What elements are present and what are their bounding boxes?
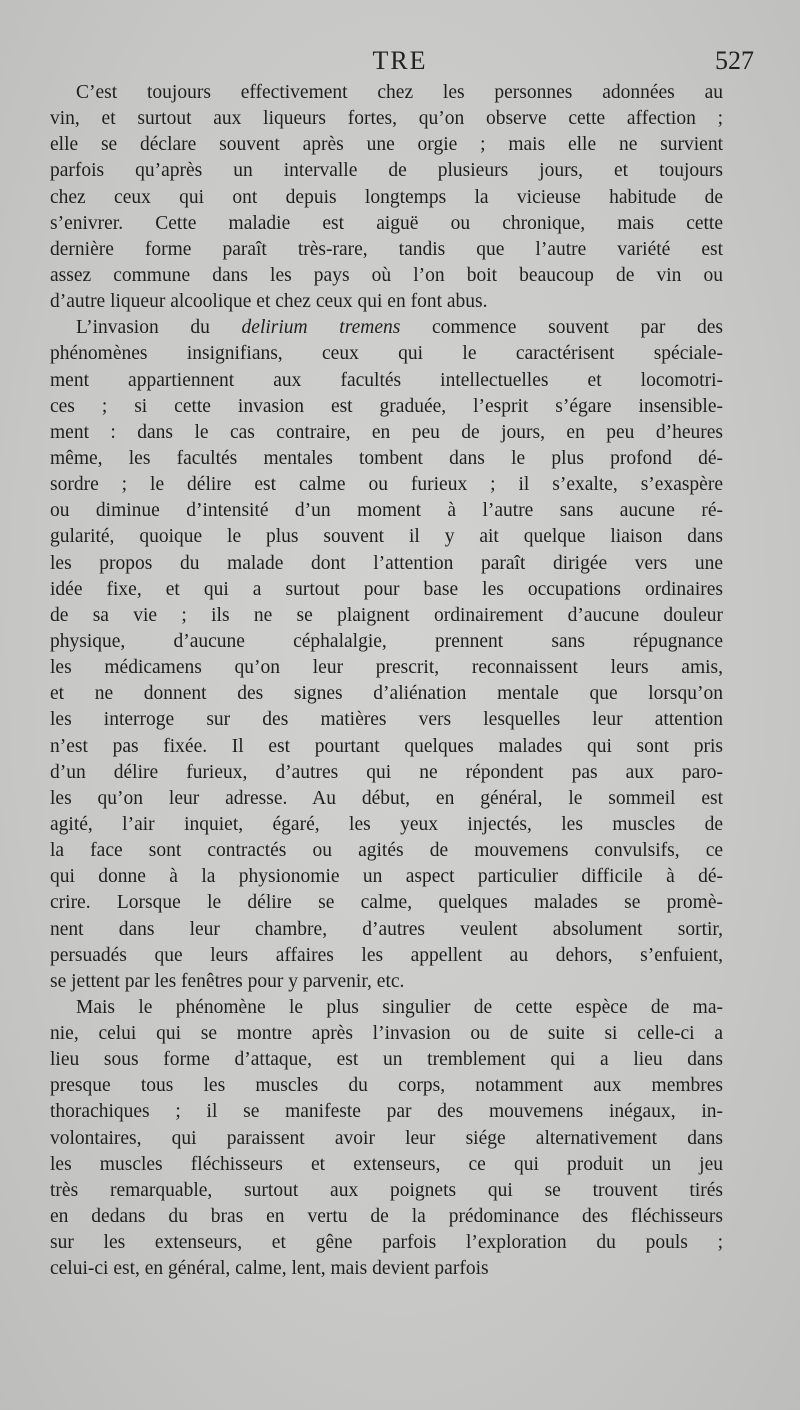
text-line: crire. Lorsque le délire se calme, quelques malades se promè-	[50, 892, 723, 914]
text-line: C’est toujours effectivement chez les personnes adonnées au	[76, 82, 723, 103]
text-line: et ne donnent des signes d’aliénation mentale que lorsqu’on	[50, 683, 723, 705]
text-line: d’autre liqueur alcoolique et chez ceux qui en font abus.	[50, 291, 488, 313]
paragraph	[50, 995, 723, 1283]
text-line: assez commune dans les pays où l’on boit beaucoup de vin ou	[50, 264, 723, 286]
text-line: Mais le phénomène le plus singulier de cette espèce de ma-	[76, 996, 723, 1018]
text-line: les médicamens qu’on leur prescrit, reconnaissent leurs amis,	[50, 657, 723, 679]
text-line: chez ceux qui ont depuis longtemps la vicieuse habitude de	[50, 186, 723, 208]
text-line: les propos du malade dont l’attention paraît dirigée vers une	[50, 552, 723, 574]
text-line: ment : dans le cas contraire, en peu de jours, en peu d’heures	[50, 421, 723, 443]
text-line: les muscles fléchisseurs et extenseurs, ce qui produit un jeu	[50, 1153, 723, 1175]
text-line: agité, l’air inquiet, égaré, les yeux injectés, les muscles de	[50, 813, 723, 835]
text-line: phénomènes insignifians, ceux qui le caractérisent spéciale-	[50, 343, 723, 365]
text-line: gularité, quoique le plus souvent il y ait quelque liaison dans	[50, 526, 723, 548]
text-line: nie, celui qui se montre après l’invasion ou de suite si celle-ci a	[50, 1023, 723, 1045]
text-line: lieu sous forme d’attaque, est un tremblement qui a lieu dans	[50, 1049, 723, 1071]
page-header	[0, 46, 800, 80]
text-line: d’un délire furieux, d’autres qui ne répondent pas aux paro-	[50, 761, 723, 783]
text-line: très remarquable, surtout aux poignets qui se trouvent tirés	[50, 1179, 723, 1201]
text-line: en dedans du bras en vertu de la prédominance des fléchisseurs	[50, 1206, 723, 1228]
text-line: elle se déclare souvent après une orgie ; mais elle ne survient	[50, 134, 723, 156]
text-line: persuadés que leurs affaires les appellent au dehors, s’enfuient,	[50, 944, 723, 966]
text-line: presque tous les muscles du corps, notamment aux membres	[50, 1075, 723, 1097]
running-head: TRE	[372, 46, 428, 75]
text-line: qui donne à la physionomie un aspect particulier difficile à dé-	[50, 866, 723, 888]
paragraph	[50, 80, 723, 315]
text-line: la face sont contractés ou agités de mouvemens convulsifs, ce	[50, 840, 723, 862]
text-line: thorachiques ; il se manifeste par des mouvemens inégaux, in-	[50, 1101, 723, 1123]
text-line: parfois qu’après un intervalle de plusieurs jours, et toujours	[50, 160, 723, 182]
text-line: même, les facultés mentales tombent dans le plus profond dé-	[50, 447, 723, 469]
text-line: idée fixe, et qui a surtout pour base les occupations ordinaires	[50, 578, 723, 600]
text-line: sur les extenseurs, et gêne parfois l’exploration du pouls ;	[50, 1232, 723, 1254]
text-line: ment appartiennent aux facultés intellectuelles et locomotri-	[50, 369, 723, 391]
text-line: L’invasion du delirium tremens commence souvent par des	[76, 317, 723, 339]
text-line: volontaires, qui paraissent avoir leur siége alternativement dans	[50, 1127, 723, 1149]
text-line: ces ; si cette invasion est graduée, l’esprit s’égare insensible-	[50, 395, 723, 417]
text-line: n’est pas fixée. Il est pourtant quelques malades qui sont pris	[50, 735, 723, 757]
text-line: physique, d’aucune céphalalgie, prennent sans répugnance	[50, 630, 723, 652]
page-number: 527	[715, 46, 754, 75]
text-line: dernière forme paraît très-rare, tandis que l’autre variété est	[50, 238, 723, 260]
text-line: les qu’on leur adresse. Au début, en général, le sommeil est	[50, 787, 723, 809]
body-text	[50, 80, 723, 1282]
text-line: nent dans leur chambre, d’autres veulent absolument sortir,	[50, 918, 723, 940]
text-line: de sa vie ; ils ne se plaignent ordinairement d’aucune douleur	[50, 604, 723, 626]
text-line: celui-ci est, en général, calme, lent, mais devient parfois	[50, 1258, 489, 1280]
text-line: s’enivrer. Cette maladie est aiguë ou chronique, mais cette	[50, 212, 723, 234]
text-line: vin, et surtout aux liqueurs fortes, qu’on observe cette affection ;	[50, 108, 723, 130]
text-line: se jettent par les fenêtres pour y parvenir, etc.	[50, 970, 405, 992]
text-line: les interroge sur des matières vers lesquelles leur attention	[50, 709, 723, 731]
text-line: ou diminue d’intensité d’un moment à l’autre sans aucune ré-	[50, 500, 723, 522]
text-line: sordre ; le délire est calme ou furieux ; il s’exalte, s’exaspère	[50, 474, 723, 496]
paragraph	[50, 315, 723, 995]
